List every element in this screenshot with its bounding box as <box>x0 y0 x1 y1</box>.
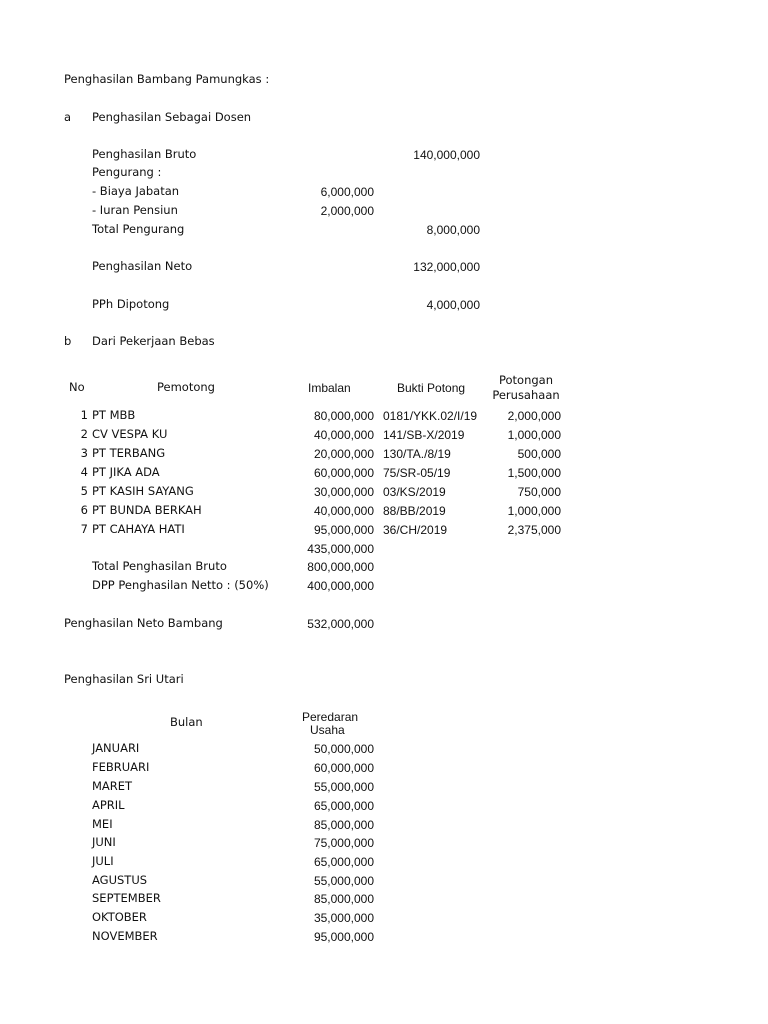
header-potongan: Potongan <box>498 373 554 387</box>
dpp-label: DPP Penghasilan Netto : (50%) <box>92 578 269 592</box>
total-bruto-value: 800,000,000 <box>307 560 374 574</box>
row-no: 1 <box>80 408 88 422</box>
biaya-jabatan-label: - Biaya Jabatan <box>92 184 180 198</box>
row-name: PT TERBANG <box>92 446 166 460</box>
header-usaha: Usaha <box>310 723 345 737</box>
section-a-title: Penghasilan Sebagai Dosen <box>92 110 252 124</box>
total-bruto-label: Total Penghasilan Bruto <box>92 559 227 573</box>
total-pengurang-label: Total Pengurang <box>92 222 185 236</box>
dpp-value: 400,000,000 <box>307 579 374 593</box>
row-potongan: 500,000 <box>517 447 561 461</box>
month-name: JULI <box>92 854 114 868</box>
row-no: 6 <box>80 503 88 517</box>
row-potongan: 2,000,000 <box>507 409 561 423</box>
row-potongan: 750,000 <box>517 485 561 499</box>
month-value: 65,000,000 <box>313 855 374 869</box>
row-bukti: 130/TA./8/19 <box>383 447 451 461</box>
iuran-pensiun-label: - Iuran Pensiun <box>92 203 178 217</box>
section-b-title: Dari Pekerjaan Bebas <box>92 334 215 348</box>
row-potongan: 1,000,000 <box>507 428 561 442</box>
month-name: SEPTEMBER <box>92 891 161 905</box>
month-name: FEBRUARI <box>92 760 150 774</box>
neto-value: 132,000,000 <box>413 260 480 274</box>
row-bukti: 75/SR-05/19 <box>383 466 451 480</box>
row-no: 3 <box>80 446 88 460</box>
row-imbalan: 40,000,000 <box>313 504 374 518</box>
month-value: 65,000,000 <box>313 799 374 813</box>
document-heading: Penghasilan Bambang Pamungkas : <box>64 72 270 86</box>
month-name: OKTOBER <box>92 910 147 924</box>
row-name: PT MBB <box>92 408 136 422</box>
header-pemotong: Pemotong <box>157 380 215 394</box>
neto-bambang-label: Penghasilan Neto Bambang <box>64 616 223 630</box>
month-value: 55,000,000 <box>313 780 374 794</box>
month-value: 55,000,000 <box>313 874 374 888</box>
bruto-value: 140,000,000 <box>413 148 480 162</box>
row-potongan: 1,000,000 <box>507 504 561 518</box>
row-no: 5 <box>80 484 88 498</box>
row-name: PT KASIH SAYANG <box>92 484 194 498</box>
row-name: PT BUNDA BERKAH <box>92 503 202 517</box>
header-no: No <box>69 380 85 394</box>
row-name: PT CAHAYA HATI <box>92 522 185 536</box>
row-name: CV VESPA KU <box>92 427 168 441</box>
biaya-jabatan-value: 6,000,000 <box>320 185 374 199</box>
header-bulan: Bulan <box>170 715 203 729</box>
row-name: PT JIKA ADA <box>92 465 160 479</box>
bruto-label: Penghasilan Bruto <box>92 147 197 161</box>
month-name: MEI <box>92 817 113 831</box>
month-value: 85,000,000 <box>313 892 374 906</box>
row-no: 4 <box>80 465 88 479</box>
header-imbalan: Imbalan <box>308 381 351 395</box>
month-name: NOVEMBER <box>92 929 158 943</box>
row-imbalan: 60,000,000 <box>313 466 374 480</box>
month-value: 95,000,000 <box>313 930 374 944</box>
pph-label: PPh Dipotong <box>92 297 170 311</box>
row-potongan: 1,500,000 <box>507 466 561 480</box>
section-a-letter: a <box>64 110 72 124</box>
row-imbalan: 80,000,000 <box>313 409 374 423</box>
pengurang-label: Pengurang : <box>92 165 162 179</box>
row-potongan: 2,375,000 <box>507 523 561 537</box>
month-name: JANUARI <box>92 741 140 755</box>
month-name: JUNI <box>92 835 116 849</box>
row-imbalan: 20,000,000 <box>313 447 374 461</box>
row-bukti: 36/CH/2019 <box>383 523 448 537</box>
sri-title: Penghasilan Sri Utari <box>64 672 184 686</box>
month-value: 60,000,000 <box>313 761 374 775</box>
month-value: 35,000,000 <box>313 911 374 925</box>
header-peredaran: Peredaran <box>302 710 359 724</box>
pph-value: 4,000,000 <box>426 298 480 312</box>
section-b-letter: b <box>64 334 72 348</box>
neto-bambang-value: 532,000,000 <box>307 617 374 631</box>
imbalan-subtotal: 435,000,000 <box>307 542 374 556</box>
row-bukti: 03/KS/2019 <box>383 485 446 499</box>
month-name: APRIL <box>92 798 125 812</box>
row-bukti: 0181/YKK.02/I/19 <box>383 409 478 423</box>
month-name: MARET <box>92 779 133 793</box>
header-perusahaan: Perusahaan <box>492 388 560 402</box>
total-pengurang-value: 8,000,000 <box>426 223 480 237</box>
month-name: AGUSTUS <box>92 873 148 887</box>
row-imbalan: 95,000,000 <box>313 523 374 537</box>
neto-label: Penghasilan Neto <box>92 259 193 273</box>
month-value: 50,000,000 <box>313 742 374 756</box>
month-value: 75,000,000 <box>313 836 374 850</box>
header-bukti-potong: Bukti Potong <box>397 381 466 395</box>
row-imbalan: 40,000,000 <box>313 428 374 442</box>
row-bukti: 88/BB/2019 <box>383 504 446 518</box>
iuran-pensiun-value: 2,000,000 <box>320 204 374 218</box>
month-value: 85,000,000 <box>313 818 374 832</box>
row-no: 7 <box>80 522 88 536</box>
row-no: 2 <box>80 427 88 441</box>
row-bukti: 141/SB-X/2019 <box>383 428 465 442</box>
row-imbalan: 30,000,000 <box>313 485 374 499</box>
